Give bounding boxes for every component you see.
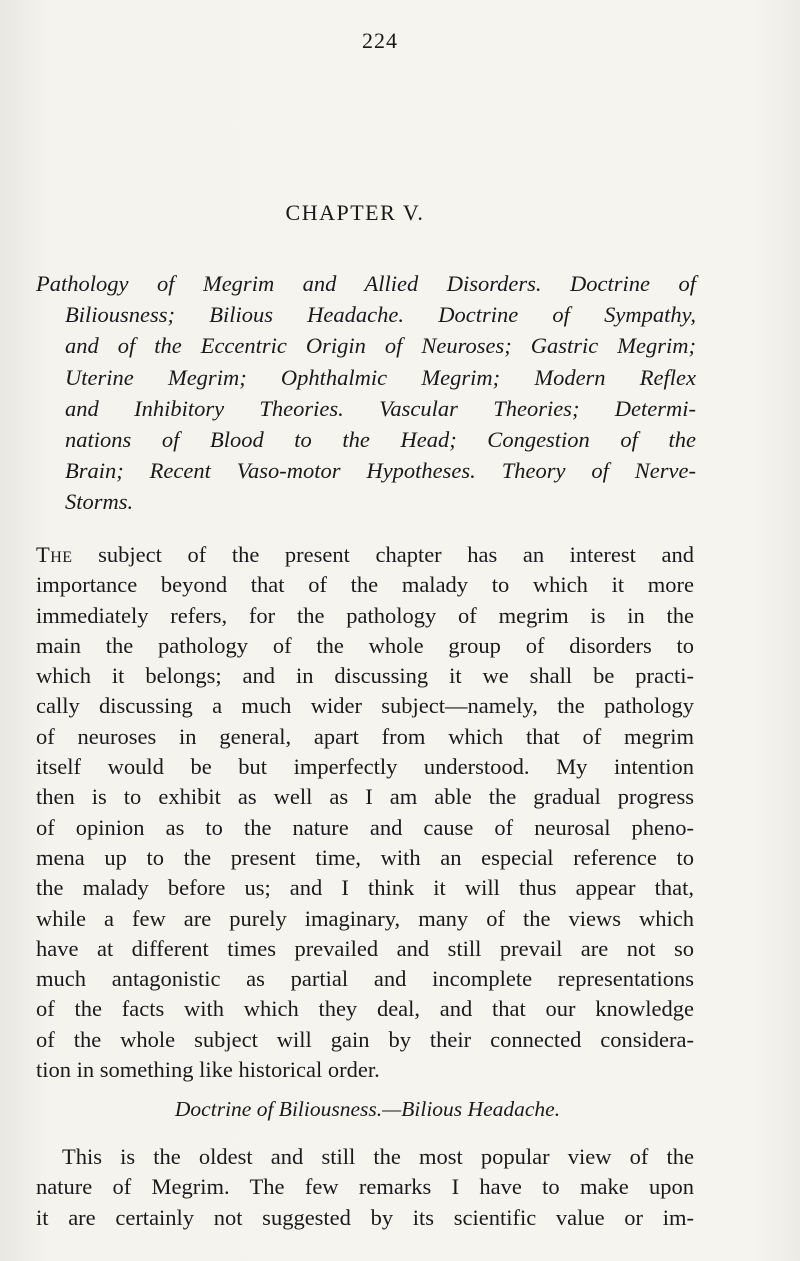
paragraph-line: main the pathology of the whole group of disorders to <box>36 632 694 658</box>
paragraph-line: while a few are purely imaginary, many of the views which <box>36 905 694 931</box>
chapter-title: CHAPTER V. <box>285 200 425 225</box>
paragraph-line: immediately refers, for the pathology of megrim is in the <box>36 602 694 628</box>
paragraph-line: mena up to the present time, with an especial reference to <box>36 844 694 870</box>
synopsis-line: and Inhibitory Theories. Vascular Theories; Determi- <box>65 395 696 421</box>
drop-word: The <box>36 542 73 567</box>
synopsis-line: Uterine Megrim; Ophthalmic Megrim; Modern Reflex <box>65 364 696 390</box>
paragraph-line: have at different times prevailed and still prevail are not so <box>36 935 694 961</box>
paragraph-line: the malady before us; and I think it will thus appear that, <box>36 875 694 901</box>
paragraph-line: which it belongs; and in discussing it we shall be practi- <box>36 663 694 689</box>
synopsis-line: Brain; Recent Vaso-motor Hypotheses. Theory of Nerve- <box>65 458 696 484</box>
paragraph-line: This is the oldest and still the most popular view of the <box>62 1144 694 1169</box>
first-line-text: subject of the present chapter has an interest and <box>72 542 694 567</box>
paragraph-line: of opinion as to the nature and cause of neurosal pheno- <box>36 814 694 840</box>
paragraph-line: importance beyond that of the malady to which it more <box>36 572 694 598</box>
paragraph-line: of neuroses in general, apart from which that of megrim <box>36 723 694 749</box>
synopsis-line: nations of Blood to the Head; Congestion of the <box>65 427 696 453</box>
page-number: 224 <box>362 28 398 53</box>
body-paragraph-2 <box>36 1142 694 1233</box>
paragraph-line: cally discussing a much wider subject—namely, the pathology <box>36 693 694 719</box>
synopsis-line: and of the Eccentric Origin of Neuroses; Gastric Megrim; <box>65 333 696 359</box>
chapter-synopsis <box>36 268 696 518</box>
body-paragraph <box>36 540 694 1085</box>
paragraph-line: of the facts with which they deal, and that our knowledge <box>36 996 694 1022</box>
section-heading: Doctrine of Biliousness.—Bilious Headache. <box>174 1097 561 1121</box>
synopsis-line: Storms. <box>65 489 134 515</box>
paragraph-line: itself would be but imperfectly understood. My intention <box>36 754 694 780</box>
paragraph-line: of the whole subject will gain by their connected considera- <box>36 1026 694 1052</box>
paragraph-line: it are certainly not suggested by its scientific value or im- <box>36 1204 694 1230</box>
paragraph-line: nature of Megrim. The few remarks I have to make upon <box>36 1174 694 1200</box>
paragraph-first-line <box>36 540 694 570</box>
paragraph-line: tion in something like historical order. <box>36 1057 380 1083</box>
synopsis-line: Biliousness; Bilious Headache. Doctrine of Sympathy, <box>65 302 696 328</box>
paragraph-line: then is to exhibit as well as I am able the gradual progress <box>36 784 694 810</box>
paragraph-line: much antagonistic as partial and incomplete representations <box>36 966 694 992</box>
synopsis-line: Pathology of Megrim and Allied Disorders. Doctrine of <box>36 271 696 296</box>
